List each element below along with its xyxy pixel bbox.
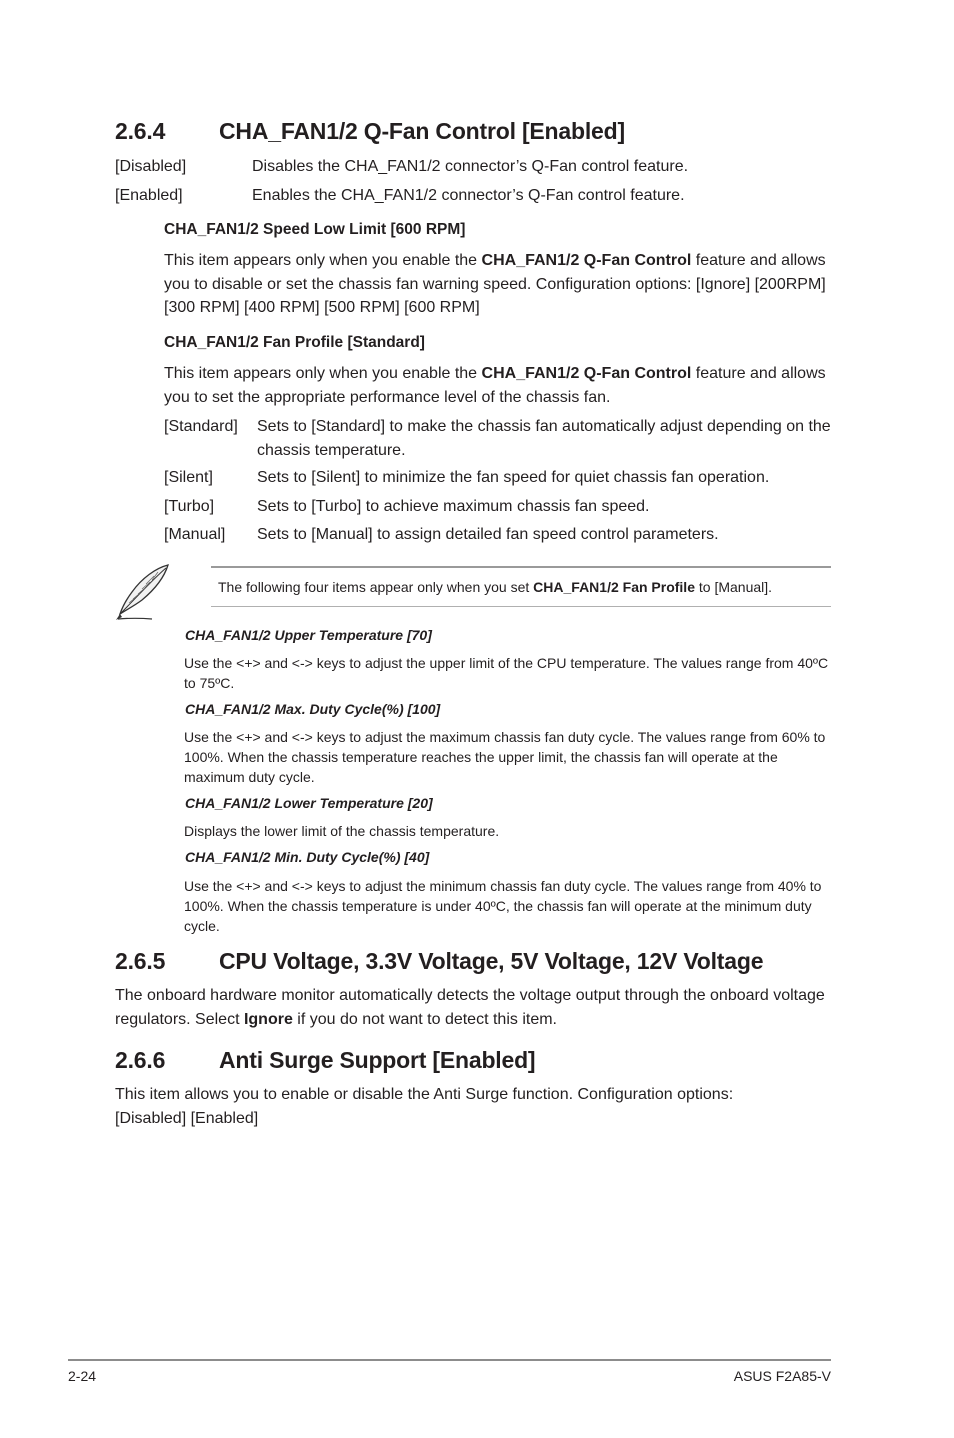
option-desc: Sets to [Manual] to assign detailed fan speed control parameters. [257, 526, 719, 543]
section-number: 2.6.6 [115, 1047, 166, 1073]
section-title: CPU Voltage, 3.3V Voltage, 5V Voltage, 12V Voltage [219, 948, 764, 974]
lower-temperature-body: Displays the lower limit of the chassis temperature. [184, 823, 500, 839]
lower-temperature-heading: CHA_FAN1/2 Lower Temperature [20] [185, 795, 433, 811]
section-2-6-4-heading [115, 118, 625, 145]
option-desc: Sets to [Silent] to minimize the fan speed for quiet chassis fan operation. [257, 469, 770, 486]
option-key: [Standard] [164, 418, 238, 435]
profile-option-standard [164, 415, 832, 463]
section-2-6-6-body: This item allows you to enable or disable the Anti Surge function. Configuration options: [Disabled] [Enabled] [115, 1086, 734, 1127]
section-number: 2.6.5 [115, 948, 166, 974]
section-2-6-6-heading [115, 1047, 535, 1074]
max-duty-cycle-heading: CHA_FAN1/2 Max. Duty Cycle(%) [100] [185, 701, 441, 717]
speed-low-limit-heading: CHA_FAN1/2 Speed Low Limit [600 RPM] [164, 221, 466, 238]
section-title: CHA_FAN1/2 Q-Fan Control [Enabled] [219, 118, 625, 144]
option-desc: Disables the CHA_FAN1/2 connector’s Q-Fan control feature. [252, 158, 689, 175]
section-number: 2.6.4 [115, 118, 166, 144]
option-key: [Silent] [164, 469, 213, 486]
section-title: Anti Surge Support [Enabled] [219, 1047, 536, 1073]
note-bottom-rule [211, 606, 831, 607]
min-duty-cycle-heading: CHA_FAN1/2 Min. Duty Cycle(%) [40] [185, 849, 430, 865]
option-key: [Turbo] [164, 498, 215, 515]
upper-temperature-body: Use the <+> and <-> keys to adjust the upper limit of the CPU temperature. The values range from 40ºC to 75ºC. [184, 655, 829, 691]
section-2-6-5-heading [115, 948, 763, 975]
section-2-6-5-body: The onboard hardware monitor automatically detects the voltage output through the onboard voltage regulators. Select Ignore if you do not want to detect this item. [115, 987, 825, 1028]
speed-low-limit-body: This item appears only when you enable the CHA_FAN1/2 Q-Fan Control feature and allows you to disable or set the chassis fan warning speed. Configuration options: [Ignore] [200RPM] [300 RPM] [400 RPM] [500 RPM] [600 RPM] [164, 252, 826, 316]
fan-profile-heading: CHA_FAN1/2 Fan Profile [Standard] [164, 334, 425, 351]
fan-profile-body: This item appears only when you enable the CHA_FAN1/2 Q-Fan Control feature and allows you to set the appropriate performance level of the chassis fan. [164, 365, 826, 406]
product-name: ASUS F2A85-V [733, 1368, 831, 1384]
note-text: The following four items appear only when you set CHA_FAN1/2 Fan Profile to [Manual]. [218, 579, 773, 595]
footer-rule [68, 1359, 831, 1361]
option-key: [Manual] [164, 526, 226, 543]
option-desc: Sets to [Standard] to make the chassis fan automatically adjust depending on the chassis temperature. [257, 418, 831, 459]
option-desc: Enables the CHA_FAN1/2 connector’s Q-Fan control feature. [252, 187, 685, 204]
option-key: [Disabled] [115, 158, 187, 175]
upper-temperature-heading: CHA_FAN1/2 Upper Temperature [70] [185, 627, 432, 643]
page-number: 2-24 [68, 1368, 97, 1384]
max-duty-cycle-body: Use the <+> and <-> keys to adjust the maximum chassis fan duty cycle. The values range from 60% to 100%. When the chassis temperature reaches the upper limit, the chassis fan will operate at the maximum duty cycle. [184, 729, 826, 785]
note-top-rule [211, 566, 831, 568]
option-desc: Sets to [Turbo] to achieve maximum chassis fan speed. [257, 498, 650, 515]
min-duty-cycle-body: Use the <+> and <-> keys to adjust the minimum chassis fan duty cycle. The values range from 40% to 100%. When the chassis temperature is under 40ºC, the chassis fan will operate at the minimum duty cycle. [184, 878, 822, 934]
feather-pen-icon [112, 562, 174, 622]
option-key: [Enabled] [115, 187, 183, 204]
